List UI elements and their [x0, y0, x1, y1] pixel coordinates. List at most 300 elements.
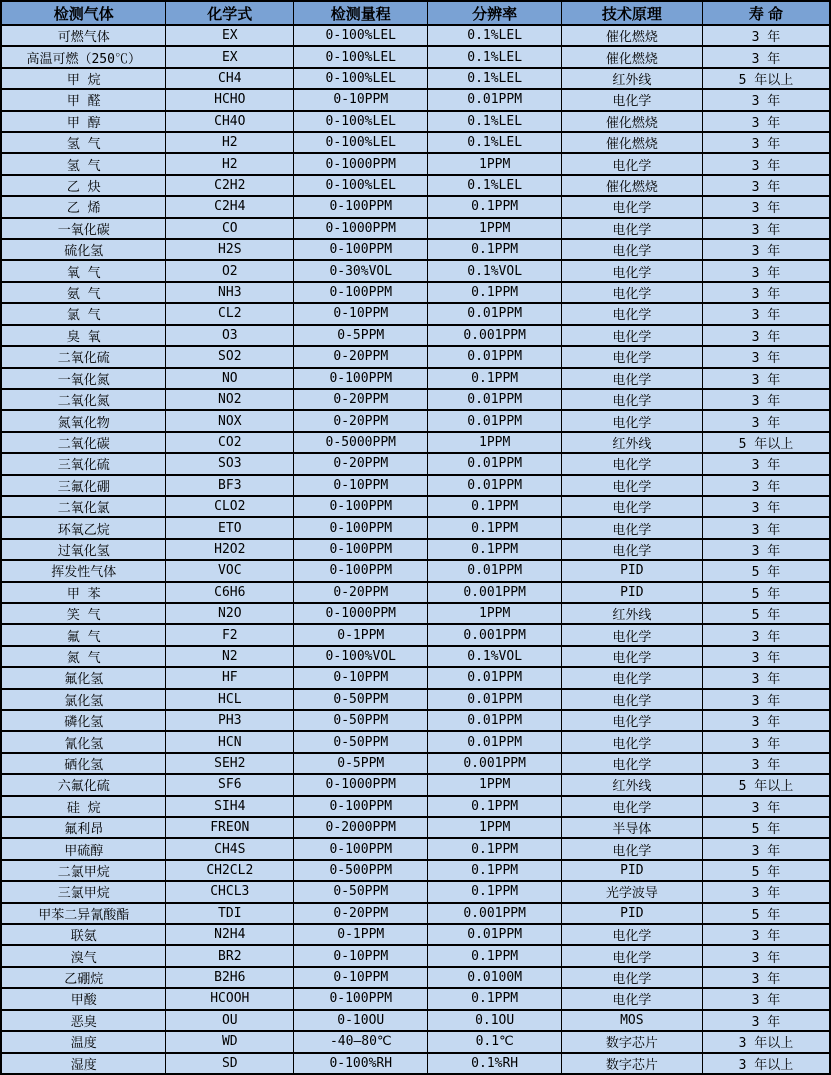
table-cell: 0.001PPM	[428, 624, 561, 645]
table-cell: 5 年	[702, 903, 830, 924]
table-cell: 磷化氢	[1, 710, 166, 731]
table-cell: 电化学	[561, 646, 702, 667]
table-cell: HCL	[166, 689, 294, 710]
table-cell: 氟 气	[1, 624, 166, 645]
table-cell: 0.01PPM	[428, 924, 561, 945]
table-row	[1, 624, 830, 645]
table-row	[1, 774, 830, 795]
table-cell: 0-100%LEL	[294, 132, 428, 153]
table-row	[1, 46, 830, 67]
table-cell: SF6	[166, 774, 294, 795]
table-cell: 电化学	[561, 517, 702, 538]
table-cell: 5 年以上	[702, 68, 830, 89]
table-cell: HF	[166, 667, 294, 688]
table-cell: 电化学	[561, 260, 702, 281]
table-cell: 1PPM	[428, 432, 561, 453]
table-cell: PID	[561, 860, 702, 881]
table-cell: 0.1PPM	[428, 282, 561, 303]
table-cell: 0.1%LEL	[428, 132, 561, 153]
table-row	[1, 303, 830, 324]
table-row	[1, 796, 830, 817]
table-cell: 电化学	[561, 389, 702, 410]
table-cell: 0-30%VOL	[294, 260, 428, 281]
table-cell: 电化学	[561, 924, 702, 945]
table-cell: 电化学	[561, 410, 702, 431]
table-cell: 0-1000PPM	[294, 603, 428, 624]
table-cell: 3 年	[702, 667, 830, 688]
table-cell: PID	[561, 582, 702, 603]
table-cell: H2	[166, 153, 294, 174]
table-cell: 3 年	[702, 988, 830, 1009]
table-row	[1, 389, 830, 410]
table-row	[1, 903, 830, 924]
table-cell: 电化学	[561, 796, 702, 817]
table-row	[1, 646, 830, 667]
table-cell: 0.001PPM	[428, 582, 561, 603]
table-cell: 0.01PPM	[428, 710, 561, 731]
table-row	[1, 988, 830, 1009]
table-cell: 0.1%LEL	[428, 46, 561, 67]
table-row	[1, 282, 830, 303]
column-header: 技术原理	[561, 1, 702, 25]
table-cell: EX	[166, 46, 294, 67]
table-cell: 0.1PPM	[428, 539, 561, 560]
table-row	[1, 410, 830, 431]
table-cell: 氟化氢	[1, 667, 166, 688]
table-cell: 数字芯片	[561, 1031, 702, 1052]
table-cell: 3 年	[702, 196, 830, 217]
table-row	[1, 560, 830, 581]
table-cell: 3 年	[702, 132, 830, 153]
table-cell: 0-1PPM	[294, 624, 428, 645]
table-cell: 电化学	[561, 475, 702, 496]
table-cell: 0.01PPM	[428, 453, 561, 474]
table-row	[1, 667, 830, 688]
table-cell: 氨 气	[1, 282, 166, 303]
table-cell: 0-10PPM	[294, 945, 428, 966]
table-cell: 0.01PPM	[428, 303, 561, 324]
table-row	[1, 924, 830, 945]
table-cell: 甲 苯	[1, 582, 166, 603]
table-cell: 0.1PPM	[428, 860, 561, 881]
table-cell: 3 年	[702, 475, 830, 496]
table-cell: 三氧化硫	[1, 453, 166, 474]
table-row	[1, 945, 830, 966]
table-cell: 臭 氧	[1, 325, 166, 346]
table-row	[1, 817, 830, 838]
table-cell: 0.1%LEL	[428, 25, 561, 46]
table-cell: 乙 烯	[1, 196, 166, 217]
table-cell: 0-100%LEL	[294, 46, 428, 67]
table-cell: 硅 烷	[1, 796, 166, 817]
table-cell: 催化燃烧	[561, 132, 702, 153]
table-cell: 电化学	[561, 838, 702, 859]
table-cell: CO2	[166, 432, 294, 453]
table-row	[1, 175, 830, 196]
table-cell: 半导体	[561, 817, 702, 838]
table-cell: 湿度	[1, 1053, 166, 1075]
table-cell: CH4S	[166, 838, 294, 859]
table-cell: 3 年	[702, 1010, 830, 1031]
table-cell: WD	[166, 1031, 294, 1052]
table-cell: EX	[166, 25, 294, 46]
table-row	[1, 89, 830, 110]
table-cell: 0-100%LEL	[294, 25, 428, 46]
table-cell: CL2	[166, 303, 294, 324]
table-cell: 电化学	[561, 453, 702, 474]
table-cell: 氢 气	[1, 132, 166, 153]
table-cell: 3 年	[702, 731, 830, 752]
table-cell: 0.1%LEL	[428, 68, 561, 89]
table-cell: 氯 气	[1, 303, 166, 324]
table-cell: 0-100PPM	[294, 282, 428, 303]
table-cell: 5 年	[702, 860, 830, 881]
table-cell: 电化学	[561, 153, 702, 174]
table-cell: -40—80℃	[294, 1031, 428, 1052]
table-cell: 电化学	[561, 325, 702, 346]
table-cell: 二氧化碳	[1, 432, 166, 453]
table-cell: 红外线	[561, 603, 702, 624]
table-cell: HCN	[166, 731, 294, 752]
table-cell: N2	[166, 646, 294, 667]
table-cell: VOC	[166, 560, 294, 581]
table-cell: 0-1PPM	[294, 924, 428, 945]
column-header: 化学式	[166, 1, 294, 25]
table-cell: 硒化氢	[1, 753, 166, 774]
table-cell: 0-100PPM	[294, 560, 428, 581]
table-cell: 3 年	[702, 496, 830, 517]
table-cell: 0.001PPM	[428, 903, 561, 924]
table-cell: 电化学	[561, 282, 702, 303]
table-cell: 0.1PPM	[428, 517, 561, 538]
table-cell: 溴气	[1, 945, 166, 966]
table-cell: 1PPM	[428, 817, 561, 838]
table-cell: 电化学	[561, 303, 702, 324]
table-cell: CHCL3	[166, 881, 294, 902]
table-cell: H2S	[166, 239, 294, 260]
table-row	[1, 218, 830, 239]
table-row	[1, 453, 830, 474]
table-cell: 0.1PPM	[428, 496, 561, 517]
table-cell: 0.01PPM	[428, 389, 561, 410]
table-cell: 0-20PPM	[294, 410, 428, 431]
table-row	[1, 132, 830, 153]
table-cell: 0-100%LEL	[294, 111, 428, 132]
table-cell: 3 年	[702, 539, 830, 560]
table-cell: 乙硼烷	[1, 967, 166, 988]
table-cell: 催化燃烧	[561, 111, 702, 132]
table-cell: 0-100PPM	[294, 368, 428, 389]
table-row	[1, 68, 830, 89]
table-cell: 3 年以上	[702, 1031, 830, 1052]
table-cell: 0-20PPM	[294, 453, 428, 474]
table-cell: SIH4	[166, 796, 294, 817]
table-cell: 3 年	[702, 153, 830, 174]
table-cell: 3 年	[702, 368, 830, 389]
table-cell: 3 年	[702, 967, 830, 988]
table-cell: 0.01PPM	[428, 410, 561, 431]
table-cell: 0-100PPM	[294, 496, 428, 517]
table-cell: F2	[166, 624, 294, 645]
table-row	[1, 967, 830, 988]
table-cell: 0.1%LEL	[428, 175, 561, 196]
table-cell: 0-100%RH	[294, 1053, 428, 1075]
table-cell: 0-100%LEL	[294, 68, 428, 89]
table-cell: 0-1000PPM	[294, 153, 428, 174]
table-cell: 甲苯二异氰酸酯	[1, 903, 166, 924]
table-cell: PH3	[166, 710, 294, 731]
table-row	[1, 603, 830, 624]
table-cell: 3 年	[702, 838, 830, 859]
table-cell: 电化学	[561, 346, 702, 367]
table-cell: TDI	[166, 903, 294, 924]
table-cell: O3	[166, 325, 294, 346]
table-cell: 0-10PPM	[294, 667, 428, 688]
table-cell: 光学波导	[561, 881, 702, 902]
table-cell: 电化学	[561, 667, 702, 688]
table-row	[1, 25, 830, 46]
table-cell: 5 年以上	[702, 432, 830, 453]
table-cell: 0-100PPM	[294, 196, 428, 217]
table-cell: 氰化氢	[1, 731, 166, 752]
table-cell: 电化学	[561, 988, 702, 1009]
column-header: 检测气体	[1, 1, 166, 25]
table-cell: 3 年	[702, 260, 830, 281]
table-cell: 氮氧化物	[1, 410, 166, 431]
table-cell: 0-10OU	[294, 1010, 428, 1031]
table-cell: 0.1PPM	[428, 988, 561, 1009]
table-cell: 二氧化氮	[1, 389, 166, 410]
table-cell: 3 年	[702, 89, 830, 110]
table-cell: CLO2	[166, 496, 294, 517]
table-cell: 0.1PPM	[428, 881, 561, 902]
table-cell: 5 年	[702, 582, 830, 603]
table-cell: 电化学	[561, 967, 702, 988]
table-cell: 红外线	[561, 432, 702, 453]
header-row	[1, 1, 830, 25]
table-row	[1, 432, 830, 453]
table-cell: CH4O	[166, 111, 294, 132]
table-cell: HCHO	[166, 89, 294, 110]
table-cell: 0.001PPM	[428, 325, 561, 346]
table-cell: 0-100PPM	[294, 517, 428, 538]
table-row	[1, 196, 830, 217]
table-cell: 0-100%VOL	[294, 646, 428, 667]
table-cell: 0-50PPM	[294, 731, 428, 752]
table-cell: 0.1%LEL	[428, 111, 561, 132]
table-cell: 0-10PPM	[294, 303, 428, 324]
table-cell: 甲 醛	[1, 89, 166, 110]
table-cell: N2O	[166, 603, 294, 624]
table-cell: 0-5PPM	[294, 753, 428, 774]
table-cell: 0-20PPM	[294, 346, 428, 367]
table-cell: 3 年以上	[702, 1053, 830, 1075]
table-cell: 0-10PPM	[294, 967, 428, 988]
column-header: 寿 命	[702, 1, 830, 25]
table-cell: 电化学	[561, 496, 702, 517]
table-cell: 联氨	[1, 924, 166, 945]
table-cell: 0-10PPM	[294, 475, 428, 496]
table-cell: 0.1%VOL	[428, 646, 561, 667]
table-cell: 5 年	[702, 603, 830, 624]
table-cell: 0.1PPM	[428, 796, 561, 817]
table-cell: 氮 气	[1, 646, 166, 667]
table-cell: 1PPM	[428, 603, 561, 624]
table-row	[1, 1053, 830, 1075]
table-cell: 0.1PPM	[428, 368, 561, 389]
table-cell: 甲硫醇	[1, 838, 166, 859]
table-cell: 0.01PPM	[428, 475, 561, 496]
table-cell: 电化学	[561, 368, 702, 389]
table-cell: 0-5PPM	[294, 325, 428, 346]
table-cell: 0.1OU	[428, 1010, 561, 1031]
table-cell: 电化学	[561, 710, 702, 731]
table-cell: 3 年	[702, 924, 830, 945]
table-cell: 0.1℃	[428, 1031, 561, 1052]
table-row	[1, 753, 830, 774]
table-cell: 1PPM	[428, 774, 561, 795]
table-cell: 硫化氢	[1, 239, 166, 260]
table-cell: SD	[166, 1053, 294, 1075]
table-cell: 0-100PPM	[294, 539, 428, 560]
table-cell: 0.01PPM	[428, 731, 561, 752]
table-cell: 0-100PPM	[294, 988, 428, 1009]
table-cell: 5 年	[702, 560, 830, 581]
table-cell: NH3	[166, 282, 294, 303]
table-cell: NO2	[166, 389, 294, 410]
table-cell: CH2CL2	[166, 860, 294, 881]
table-cell: 六氟化硫	[1, 774, 166, 795]
table-cell: 3 年	[702, 453, 830, 474]
table-cell: SO2	[166, 346, 294, 367]
table-cell: 三氯甲烷	[1, 881, 166, 902]
table-row	[1, 539, 830, 560]
table-cell: 5 年	[702, 817, 830, 838]
table-cell: 0.01PPM	[428, 667, 561, 688]
table-cell: CO	[166, 218, 294, 239]
table-cell: 0-1000PPM	[294, 774, 428, 795]
table-cell: 0.1PPM	[428, 838, 561, 859]
table-row	[1, 368, 830, 389]
table-cell: 0-100PPM	[294, 838, 428, 859]
table-cell: 0-5000PPM	[294, 432, 428, 453]
table-cell: 0-1000PPM	[294, 218, 428, 239]
table-cell: 二氯甲烷	[1, 860, 166, 881]
table-cell: 3 年	[702, 881, 830, 902]
table-cell: BF3	[166, 475, 294, 496]
table-cell: 催化燃烧	[561, 25, 702, 46]
table-cell: OU	[166, 1010, 294, 1031]
table-cell: 甲 醇	[1, 111, 166, 132]
table-cell: 0-50PPM	[294, 689, 428, 710]
table-cell: 氧 气	[1, 260, 166, 281]
table-row	[1, 260, 830, 281]
table-cell: NOX	[166, 410, 294, 431]
table-cell: 环氧乙烷	[1, 517, 166, 538]
table-cell: 0.01PPM	[428, 89, 561, 110]
table-cell: 电化学	[561, 218, 702, 239]
table-row	[1, 1031, 830, 1052]
table-cell: 3 年	[702, 46, 830, 67]
table-cell: 数字芯片	[561, 1053, 702, 1075]
table-cell: 3 年	[702, 646, 830, 667]
table-cell: CH4	[166, 68, 294, 89]
table-cell: 3 年	[702, 111, 830, 132]
table-row	[1, 710, 830, 731]
table-cell: 氢 气	[1, 153, 166, 174]
table-cell: 0-100%LEL	[294, 175, 428, 196]
table-cell: 0-100PPM	[294, 796, 428, 817]
table-cell: 0.001PPM	[428, 753, 561, 774]
table-cell: 0.01PPM	[428, 560, 561, 581]
table-cell: O2	[166, 260, 294, 281]
table-cell: 电化学	[561, 239, 702, 260]
table-row	[1, 517, 830, 538]
table-cell: PID	[561, 903, 702, 924]
table-cell: 电化学	[561, 89, 702, 110]
table-cell: FREON	[166, 817, 294, 838]
table-cell: 甲酸	[1, 988, 166, 1009]
table-cell: 电化学	[561, 753, 702, 774]
table-cell: 催化燃烧	[561, 175, 702, 196]
table-cell: 红外线	[561, 774, 702, 795]
table-cell: 0-20PPM	[294, 582, 428, 603]
column-header: 检测量程	[294, 1, 428, 25]
table-cell: 电化学	[561, 539, 702, 560]
table-row	[1, 475, 830, 496]
table-cell: C6H6	[166, 582, 294, 603]
table-cell: PID	[561, 560, 702, 581]
table-body	[1, 25, 830, 1074]
table-cell: 恶臭	[1, 1010, 166, 1031]
table-cell: 3 年	[702, 346, 830, 367]
table-cell: 3 年	[702, 753, 830, 774]
table-row	[1, 582, 830, 603]
table-cell: 二氧化氯	[1, 496, 166, 517]
table-cell: 3 年	[702, 689, 830, 710]
table-row	[1, 496, 830, 517]
table-cell: SO3	[166, 453, 294, 474]
table-cell: 0.1%VOL	[428, 260, 561, 281]
table-row	[1, 881, 830, 902]
table-cell: 3 年	[702, 282, 830, 303]
table-row	[1, 153, 830, 174]
table-cell: 0-2000PPM	[294, 817, 428, 838]
table-cell: 高温可燃（250℃）	[1, 46, 166, 67]
table-cell: 甲 烷	[1, 68, 166, 89]
table-cell: 三氟化硼	[1, 475, 166, 496]
table-cell: 0-100PPM	[294, 239, 428, 260]
table-cell: 电化学	[561, 689, 702, 710]
table-cell: BR2	[166, 945, 294, 966]
table-cell: 0.1PPM	[428, 196, 561, 217]
table-cell: NO	[166, 368, 294, 389]
table-cell: 氯化氢	[1, 689, 166, 710]
table-row	[1, 838, 830, 859]
table-cell: SEH2	[166, 753, 294, 774]
table-cell: 0-500PPM	[294, 860, 428, 881]
table-cell: 3 年	[702, 410, 830, 431]
table-cell: 0-50PPM	[294, 881, 428, 902]
table-cell: 电化学	[561, 196, 702, 217]
column-header: 分辨率	[428, 1, 561, 25]
table-cell: 1PPM	[428, 153, 561, 174]
table-cell: 一氧化氮	[1, 368, 166, 389]
table-cell: 红外线	[561, 68, 702, 89]
table-cell: 可燃气体	[1, 25, 166, 46]
table-row	[1, 1010, 830, 1031]
table-cell: H2	[166, 132, 294, 153]
